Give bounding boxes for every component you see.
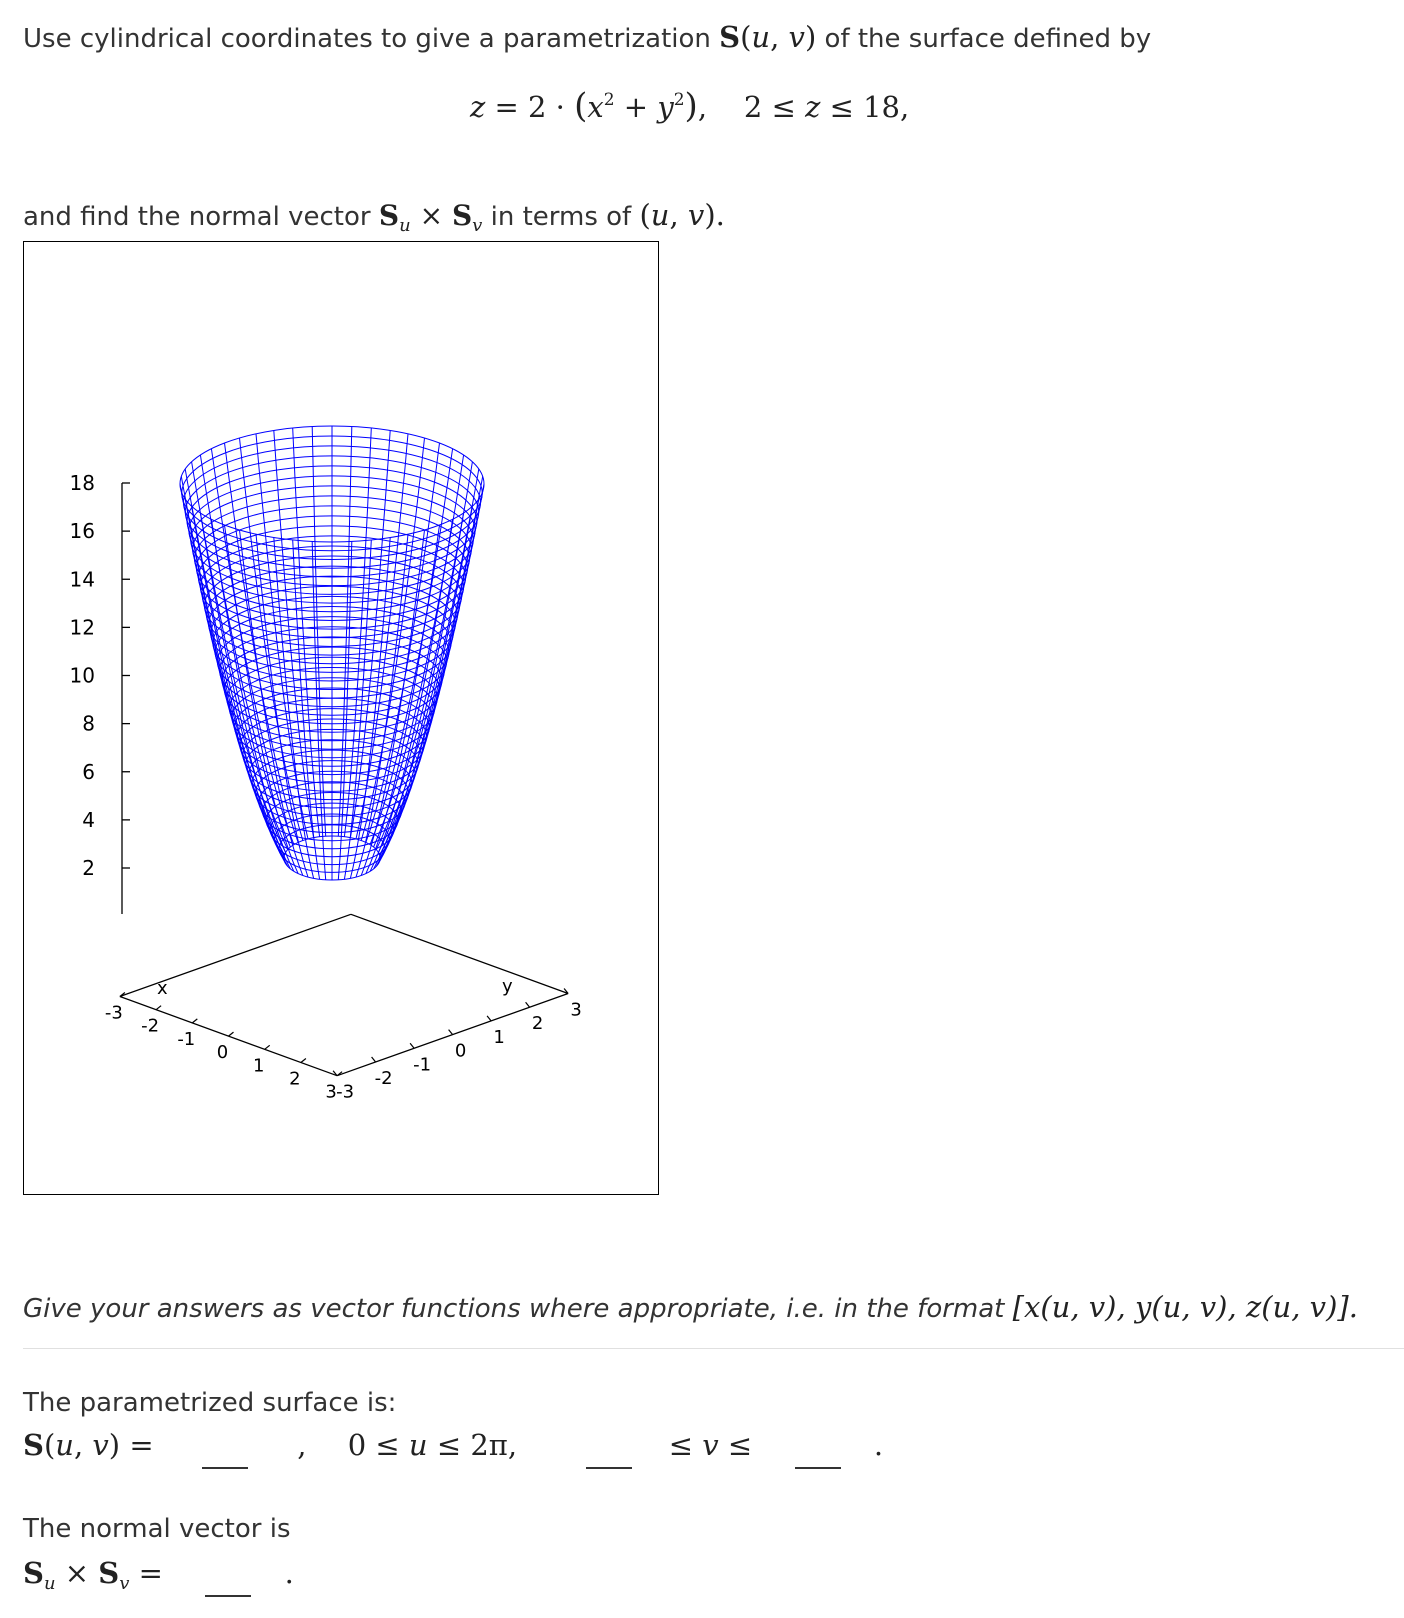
y-axis-label: y	[502, 976, 513, 997]
z-tick-label: 12	[69, 615, 95, 640]
back-edge-right	[351, 914, 568, 993]
surface-answer-row: S(u, v) = , 0 ≤ u ≤ 2π, ≤ v ≤ .	[23, 1428, 883, 1469]
x-tick-label: 1	[252, 1055, 265, 1077]
x-tick-label: -1	[177, 1028, 196, 1050]
z-tick-label: 8	[82, 711, 95, 736]
z-tick-label: 2	[82, 856, 95, 880]
z-tick-label: 14	[69, 567, 95, 592]
surface-plot	[23, 241, 659, 1195]
y-tick-label: -2	[374, 1068, 393, 1089]
surface-meridian	[374, 455, 464, 847]
surface-equation: $z = 2 \cdot (x^2 + y^2)$, 2 ≤ z ≤ 18,	[470, 86, 910, 126]
x-tick	[229, 1032, 234, 1036]
y-tick	[526, 1002, 530, 1007]
y-tick	[487, 1016, 491, 1021]
uv-symbol: (u, v).	[639, 198, 725, 232]
x-tick	[192, 1019, 197, 1023]
x-tick-label: -2	[141, 1015, 160, 1037]
surface-plot-svg	[24, 242, 660, 1196]
y-tick	[372, 1057, 376, 1062]
y-tick-label: 3	[570, 999, 582, 1021]
intro-suffix: of the surface defined by	[824, 24, 1152, 54]
v-lower-bound-input[interactable]	[586, 1437, 632, 1469]
intro-line-1	[23, 20, 1151, 54]
x-tick-label: -3	[104, 1002, 123, 1024]
y-tick-label: -1	[413, 1054, 432, 1076]
normal-answer-input[interactable]	[205, 1565, 251, 1597]
surface-meridian	[200, 455, 290, 847]
y-tick	[410, 1043, 414, 1048]
intro-line2-prefix: and find the normal vector	[23, 202, 371, 232]
y-tick	[449, 1030, 453, 1035]
parametrization-symbol: S(u, v)	[719, 20, 817, 54]
x-axis-label: x	[157, 978, 168, 999]
divider	[23, 1348, 1404, 1349]
x-tick-label: 2	[289, 1068, 301, 1090]
x-tick	[265, 1045, 270, 1049]
y-tick-label: -3	[336, 1081, 355, 1103]
surface-meridian	[366, 525, 440, 874]
x-tick-label: 3	[325, 1081, 337, 1103]
z-tick-label: 4	[82, 807, 95, 832]
instructions	[23, 1290, 1358, 1324]
surface-answer-input[interactable]	[202, 1437, 248, 1469]
x-tick	[301, 1059, 306, 1063]
x-tick-label: 0	[216, 1042, 229, 1064]
cross-product-symbol: $S_u \times S_v$	[378, 199, 483, 236]
intro-line-2	[23, 198, 725, 236]
instructions-prefix: Give your answers as vector functions where appropriate, i.e. in the format	[23, 1294, 1005, 1324]
intro-line2-suffix: in terms of	[490, 202, 632, 232]
z-tick-label: 6	[82, 759, 95, 784]
normal-answer-label: The normal vector is	[23, 1514, 291, 1544]
intro-prefix: Use cylindrical coordinates to give a parametrization	[23, 24, 711, 54]
surface-answer-label: The parametrized surface is:	[23, 1388, 397, 1418]
surface-meridian	[225, 525, 299, 874]
z-tick-label: 10	[69, 663, 95, 688]
z-tick-label: 18	[69, 471, 95, 495]
y-tick-label: 2	[531, 1013, 544, 1035]
x-tick	[156, 1006, 161, 1010]
normal-answer-row: $S_u \times S_v$ = .	[23, 1556, 294, 1597]
back-edge-left	[120, 914, 351, 996]
instructions-format: [x(u, v), y(u, v), z(u, v)].	[1012, 1290, 1358, 1324]
y-tick-label: 0	[454, 1040, 467, 1062]
z-tick-label: 16	[69, 519, 95, 544]
v-upper-bound-input[interactable]	[795, 1437, 841, 1469]
y-tick-label: 1	[493, 1026, 505, 1048]
